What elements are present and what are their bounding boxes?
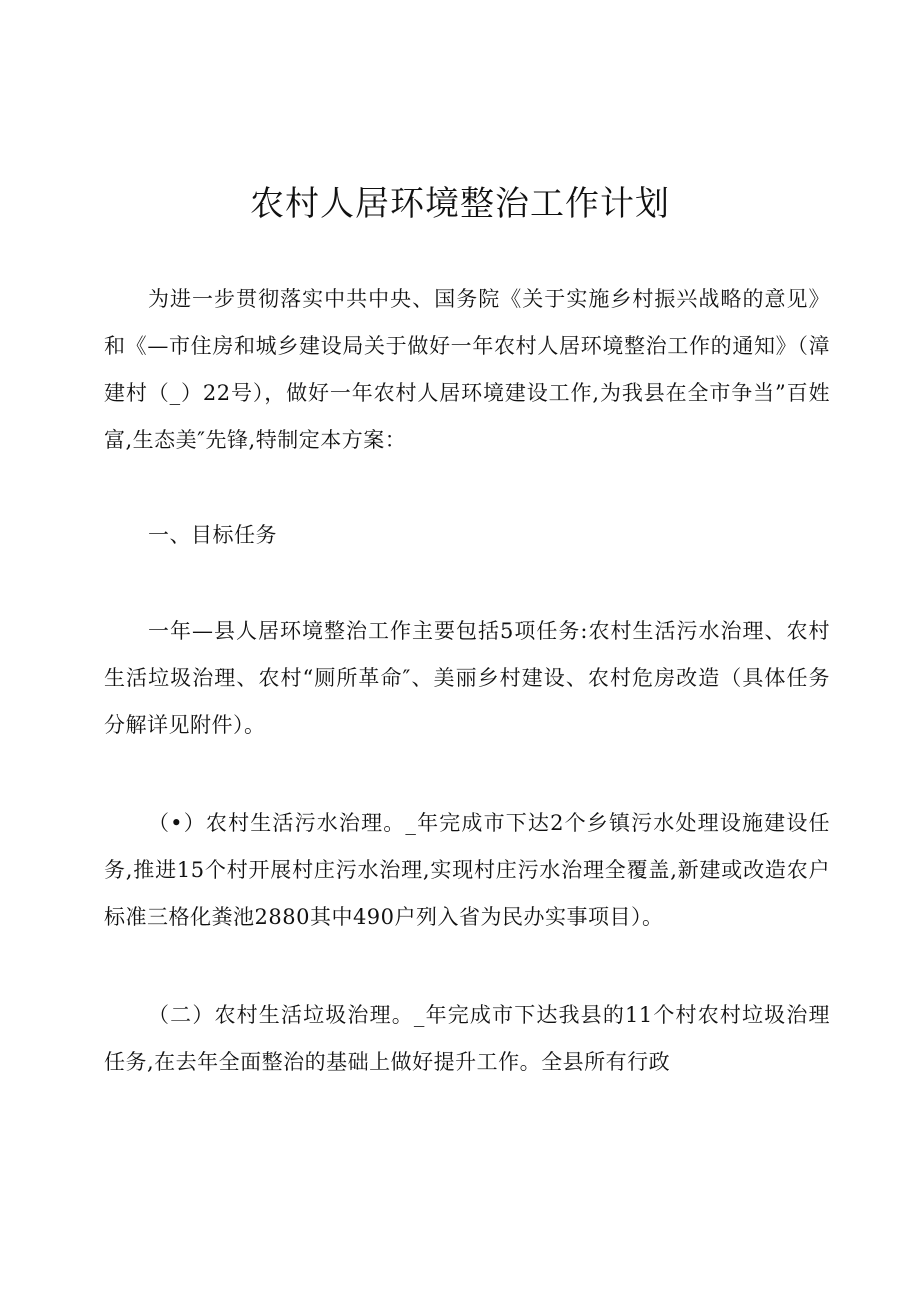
section-heading-goals: 一、目标任务 bbox=[148, 523, 277, 547]
goals-overview-paragraph: 一年—县人居环境整治工作主要包括5项任务:农村生活污水治理、农村生活垃圾治理、农村“厕所革命″、美丽乡村建设、农村危房改造（具体任务分解详见附件）。 bbox=[104, 619, 830, 737]
document-title: 农村人居环境整治工作计划 bbox=[250, 184, 670, 224]
garbage-treatment-paragraph: （二）农村生活垃圾治理。_年完成市下达我县的11个村农村垃圾治理任务,在去年全面整治的基础上做好提升工作。全县所有行政 bbox=[104, 1003, 830, 1074]
intro-paragraph: 为进一步贯彻落实中共中央、国务院《关于实施乡村振兴战略的意见》和《—市住房和城乡建设局关于做好一年农村人居环境整治工作的通知》（漳建村（_）22号），做好一年农村人居环境建设工作,为我县在全市争当”百姓富,生态美″先锋,特制定本方案： bbox=[104, 287, 830, 452]
sewage-treatment-paragraph: （•）农村生活污水治理。_年完成市下达2个乡镇污水处理设施建设任务,推进15个村开展村庄污水治理,实现村庄污水治理全覆盖,新建或改造农户标准三格化粪池2880其中490户列入省为民办实事项目）。 bbox=[104, 811, 830, 929]
